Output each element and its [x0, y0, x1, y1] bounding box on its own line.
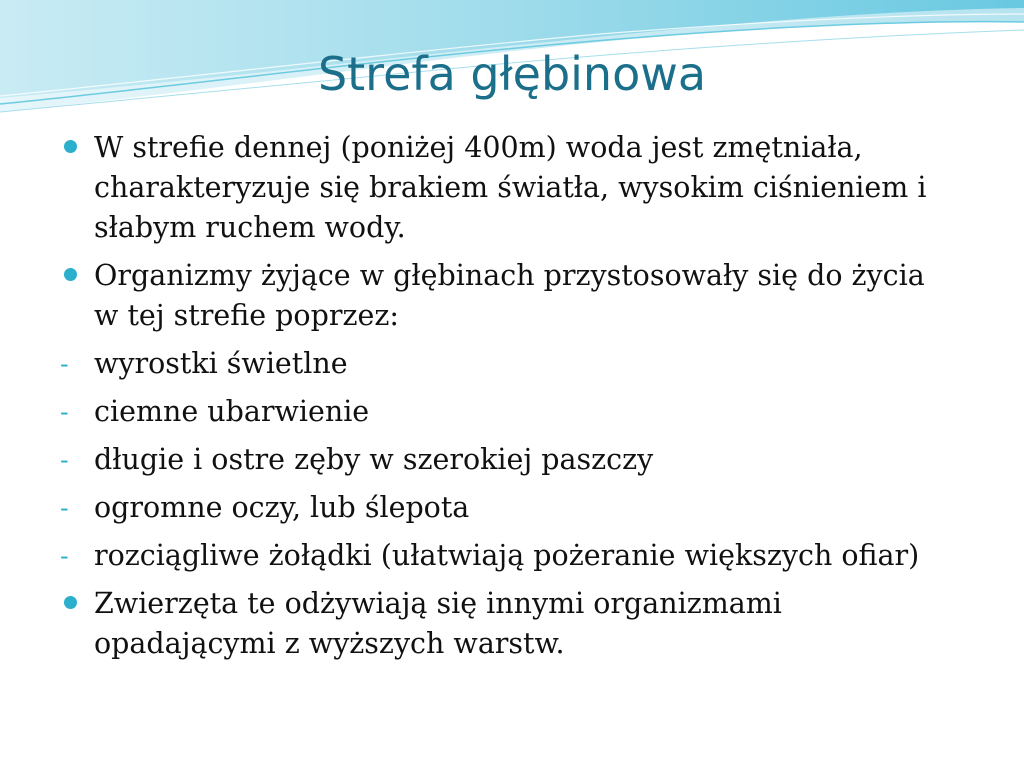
list-item-text: wyrostki świetlne — [94, 347, 348, 380]
list-item — [58, 488, 958, 528]
bullet-dot-icon — [64, 596, 77, 609]
list-item — [58, 256, 958, 336]
list-item-text: rozciągliwe żołądki (ułatwiają pożeranie większych ofiar) — [94, 539, 920, 572]
list-item — [58, 440, 958, 480]
dash-icon: - — [60, 494, 69, 522]
slide-title: Strefa głębinowa — [317, 47, 707, 101]
bullet-dot-icon — [64, 140, 77, 153]
list-item — [58, 128, 958, 248]
bullet-list — [58, 128, 958, 672]
list-item-text: Organizmy żyjące w głębinach przystosowały się do życia w tej strefie poprzez: — [94, 259, 925, 332]
dash-icon: - — [60, 350, 69, 378]
list-item — [58, 392, 958, 432]
list-item-text: Zwierzęta te odżywiają się innymi organizmami opadającymi z wyższych warstw. — [94, 587, 782, 660]
list-item-text: długie i ostre zęby w szerokiej paszczy — [94, 443, 654, 476]
list-item-text: ciemne ubarwienie — [94, 395, 370, 428]
list-item — [58, 536, 958, 576]
dash-icon: - — [60, 542, 69, 570]
bullet-dot-icon — [64, 268, 77, 281]
dash-icon: - — [60, 398, 69, 426]
list-item-text: ogromne oczy, lub ślepota — [94, 491, 470, 524]
dash-icon: - — [60, 446, 69, 474]
list-item-text: W strefie dennej (poniżej 400m) woda jest zmętniała, charakteryzuje się brakiem światła, wysokim ciśnieniem i słabym ruchem wody. — [94, 131, 927, 244]
list-item — [58, 584, 958, 664]
list-item — [58, 344, 958, 384]
